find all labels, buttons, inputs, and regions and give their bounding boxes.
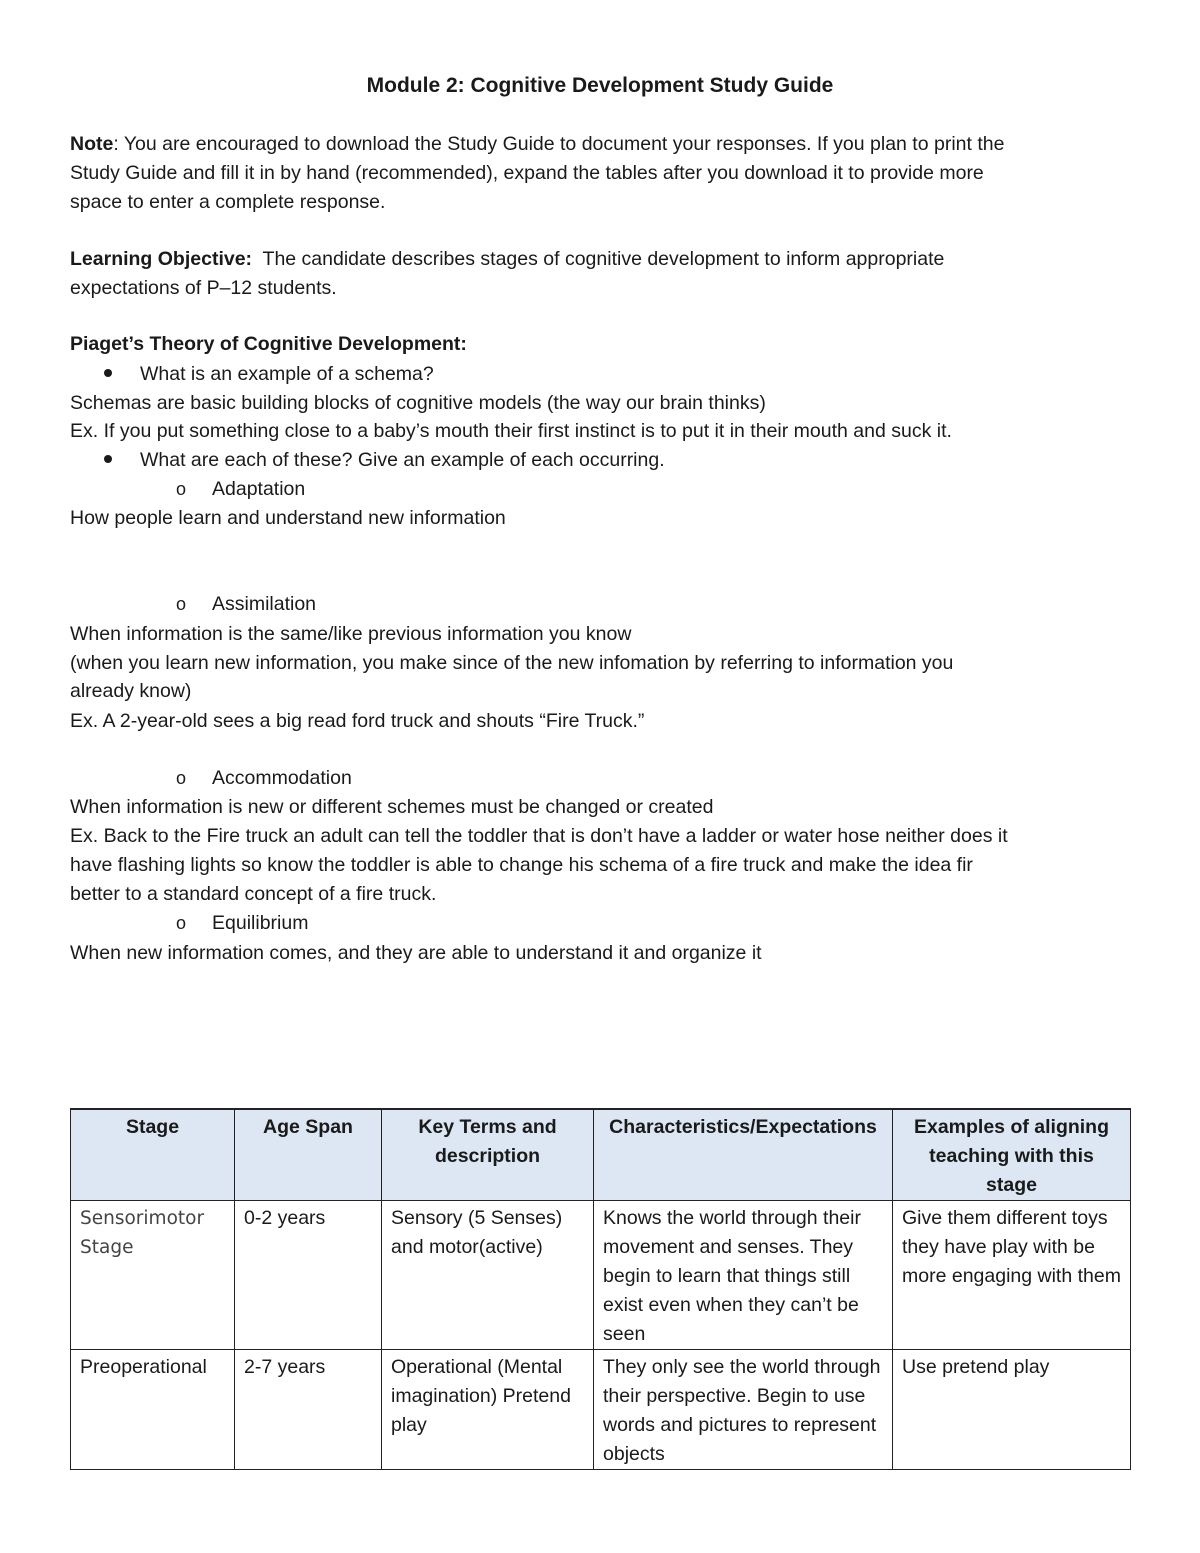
circle-bullet-icon: o xyxy=(176,913,187,933)
bullet-icon xyxy=(104,369,112,377)
bullet-question-schema xyxy=(104,361,434,387)
sub-item-assimilation xyxy=(176,591,316,617)
circle-bullet-icon: o xyxy=(176,479,187,499)
equilibrium-answer-1: When new information comes, and they are able to understand it and organize it xyxy=(70,942,762,964)
note-line-3: space to enter a complete response. xyxy=(70,191,386,213)
sub-item-adaptation xyxy=(176,476,305,502)
accommodation-answer-4: better to a standard concept of a fire truck. xyxy=(70,883,437,905)
cell-characteristics: Knows the world through their movement and senses. They begin to learn that things still exist even when they can’t be seen xyxy=(594,1201,893,1350)
assimilation-answer-1: When information is the same/like previous information you know xyxy=(70,623,632,645)
cell-stage: Preoperational xyxy=(71,1350,235,1470)
assimilation-term: Assimilation xyxy=(212,593,317,615)
note-line-2: Study Guide and fill it in by hand (recommended), expand the tables after you download it to provide more xyxy=(70,162,984,184)
table-row xyxy=(71,1350,1131,1470)
assimilation-answer-2: (when you learn new information, you make since of the new infomation by referring to information you xyxy=(70,652,954,674)
sub-item-equilibrium xyxy=(176,910,308,936)
schema-answer-2: Ex. If you put something close to a baby’s mouth their first instinct is to put it in their mouth and suck it. xyxy=(70,420,952,442)
cell-examples: Use pretend play xyxy=(893,1350,1131,1470)
cell-characteristics: They only see the world through their perspective. Begin to use words and pictures to represent objects xyxy=(594,1350,893,1470)
table-header-row xyxy=(71,1109,1131,1201)
accommodation-answer-2: Ex. Back to the Fire truck an adult can tell the toddler that is don’t have a ladder or water hose neither does it xyxy=(70,825,1008,847)
cell-stage: Sensorimotor Stage xyxy=(71,1201,235,1350)
adaptation-answer-1: How people learn and understand new information xyxy=(70,507,506,529)
note-label: Note xyxy=(70,133,114,155)
cell-key-terms: Operational (Mental imagination) Pretend play xyxy=(382,1350,594,1470)
stages-table xyxy=(70,1108,1131,1470)
schema-answer-1: Schemas are basic building blocks of cognitive models (the way our brain thinks) xyxy=(70,392,766,414)
note-text-1: : You are encouraged to download the Study Guide to document your responses. If you plan to print the xyxy=(113,133,1005,155)
header-key-terms: Key Terms and description xyxy=(382,1109,594,1201)
page-title: Module 2: Cognitive Development Study Guide xyxy=(366,74,834,97)
objective-line-1 xyxy=(70,246,944,272)
question-terms-text: What are each of these? Give an example of each occurring. xyxy=(140,449,665,471)
circle-bullet-icon: o xyxy=(176,768,187,788)
assimilation-answer-4: Ex. A 2-year-old sees a big read ford truck and shouts “Fire Truck.” xyxy=(70,710,645,732)
accommodation-term: Accommodation xyxy=(212,767,352,789)
adaptation-term: Adaptation xyxy=(212,478,306,500)
piaget-heading: Piaget’s Theory of Cognitive Development: xyxy=(70,333,467,355)
objective-line-2: expectations of P–12 students. xyxy=(70,277,337,299)
bullet-question-terms xyxy=(104,447,665,473)
header-characteristics: Characteristics/Expectations xyxy=(594,1109,893,1201)
accommodation-answer-3: have flashing lights so know the toddler is able to change his schema of a fire truck and make the idea fir xyxy=(70,854,973,876)
circle-bullet-icon: o xyxy=(176,594,187,614)
objective-text-1: The candidate describes stages of cognitive development to inform appropriate xyxy=(252,248,945,270)
header-stage: Stage xyxy=(71,1109,235,1201)
assimilation-answer-3: already know) xyxy=(70,680,192,702)
equilibrium-term: Equilibrium xyxy=(212,912,309,934)
note-line-1 xyxy=(70,131,1004,157)
header-examples: Examples of aligning teaching with this stage xyxy=(893,1109,1131,1201)
cell-age-span: 0-2 years xyxy=(235,1201,382,1350)
bullet-icon xyxy=(104,455,112,463)
cell-examples: Give them different toys they have play with be more engaging with them xyxy=(893,1201,1131,1350)
objective-label: Learning Objective: xyxy=(70,248,253,270)
cell-key-terms: Sensory (5 Senses) and motor(active) xyxy=(382,1201,594,1350)
cell-age-span: 2-7 years xyxy=(235,1350,382,1470)
accommodation-answer-1: When information is new or different schemes must be changed or created xyxy=(70,796,714,818)
sub-item-accommodation xyxy=(176,765,352,791)
header-age-span: Age Span xyxy=(235,1109,382,1201)
question-schema-text: What is an example of a schema? xyxy=(140,363,434,385)
table-row xyxy=(71,1201,1131,1350)
